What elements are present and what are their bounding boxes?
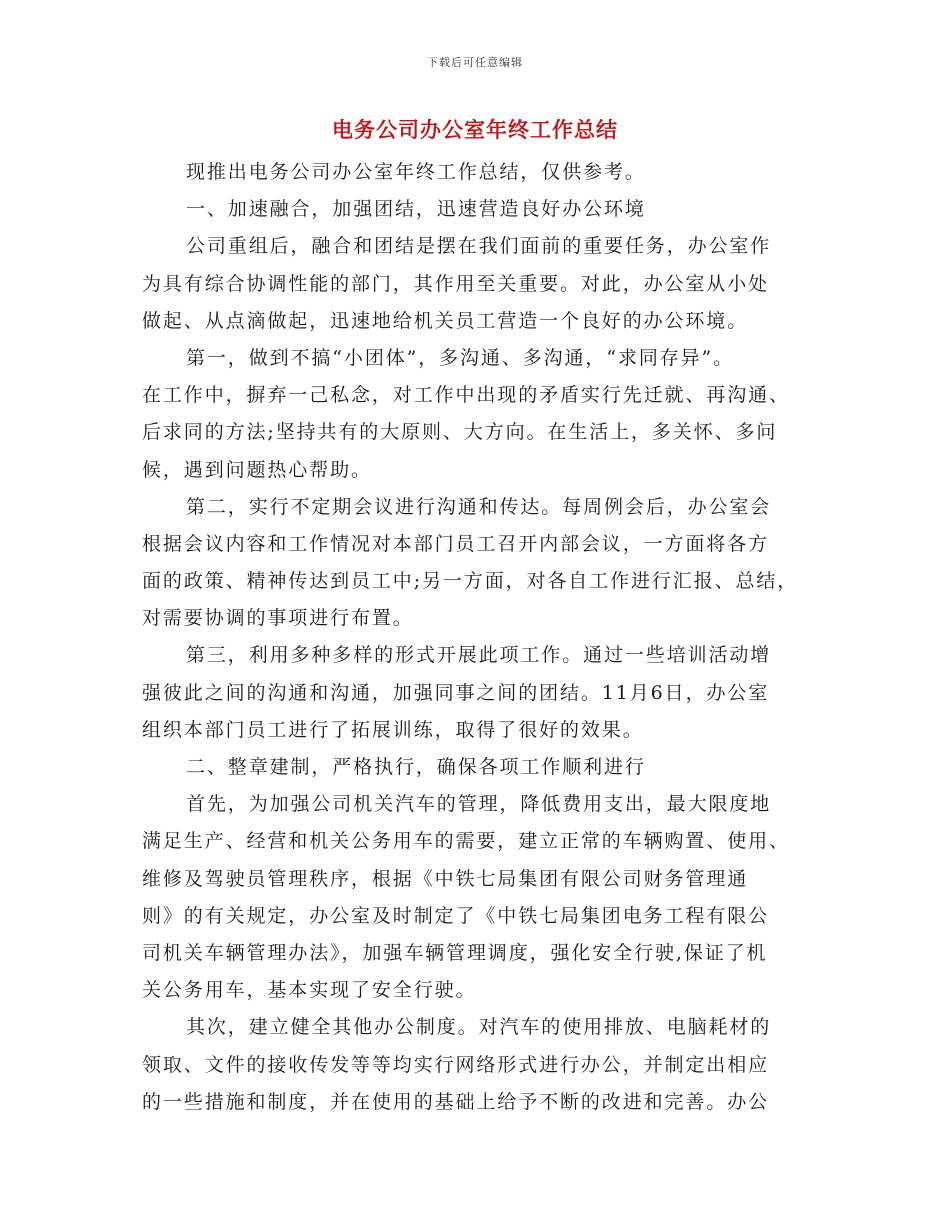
paragraph-line: 现推出电务公司办公室年终工作总结，仅供参考。 [186, 161, 646, 183]
paragraph-line: 公司重组后，融合和团结是摆在我们面前的重要任务，办公室作 [186, 235, 772, 258]
paragraph-line: 后求同的方法;坚持共有的大原则、大方向。在生活上，多关怀、多问 [142, 421, 778, 444]
paragraph-line: 其次，建立健全其他办公制度。对汽车的使用排放、电脑耗材的 [186, 1016, 772, 1039]
paragraph-line: 满足生产、经营和机关公务用车的需要，建立正常的车辆购置、使用、 [142, 830, 790, 853]
section-heading: 二、整章建制，严格执行，确保各项工作顺利进行 [186, 756, 646, 778]
page-header: 下载后可任意编辑 [427, 56, 523, 69]
paragraph-line: 为具有综合协调性能的部门，其作用至关重要。对此，办公室从小处 [142, 272, 770, 295]
paragraph-line: 第二，实行不定期会议进行沟通和传达。每周例会后，办公室会 [186, 495, 772, 518]
paragraph-line: 司机关车辆管理办法》，加强车辆管理调度，强化安全行驶,保证了机 [142, 941, 768, 964]
paragraph-line: 领取、文件的接收传发等等均实行网络形式进行办公，并制定出相应 [142, 1053, 770, 1076]
paragraph-line: 维修及驾驶员管理秩序，根据《中铁七局集团有限公司财务管理通 [142, 867, 749, 890]
paragraph-line: 面的政策、精神传达到员工中;另一方面，对各自工作进行汇报、总结， [142, 570, 799, 593]
paragraph-line: 第一，做到不搞“小团体”，多沟通、多沟通，“求同存异”。 [186, 346, 735, 369]
paragraph-line: 在工作中，摒弃一己私念，对工作中出现的矛盾实行先迁就、再沟通、 [142, 384, 790, 407]
paragraph-line: 关公务用车，基本实现了安全行驶。 [142, 979, 477, 1002]
paragraph-line: 第三，利用多种多样的形式开展此项工作。通过一些培训活动增 [186, 644, 772, 667]
document-title: 电务公司办公室年终工作总结 [332, 117, 618, 142]
document-body [142, 154, 814, 1121]
paragraph-line: 则》的有关规定，办公室及时制定了《中铁七局集团电务工程有限公 [142, 904, 770, 927]
paragraph-line: 首先，为加强公司机关汽车的管理，降低费用支出，最大限度地 [186, 793, 772, 816]
paragraph-line: 组织本部门员工进行了拓展训练，取得了很好的效果。 [142, 718, 644, 741]
paragraph-line: 候，遇到问题热心帮助。 [142, 458, 372, 481]
paragraph-line: 根据会议内容和工作情况对本部门员工召开内部会议，一方面将各方 [142, 532, 770, 555]
paragraph-line: 对需要协调的事项进行布置。 [142, 607, 414, 630]
paragraph-line: 的一些措施和制度，并在使用的基础上给予不断的改进和完善。办公 [142, 1090, 770, 1113]
paragraph-line: 强彼此之间的沟通和沟通，加强同事之间的团结。11月6日，办公室 [142, 681, 770, 704]
section-heading: 一、加速融合，加强团结，迅速营造良好办公环境 [186, 198, 646, 221]
paragraph-line: 做起、从点滴做起，迅速地给机关员工营造一个良好的办公环境。 [142, 309, 749, 332]
